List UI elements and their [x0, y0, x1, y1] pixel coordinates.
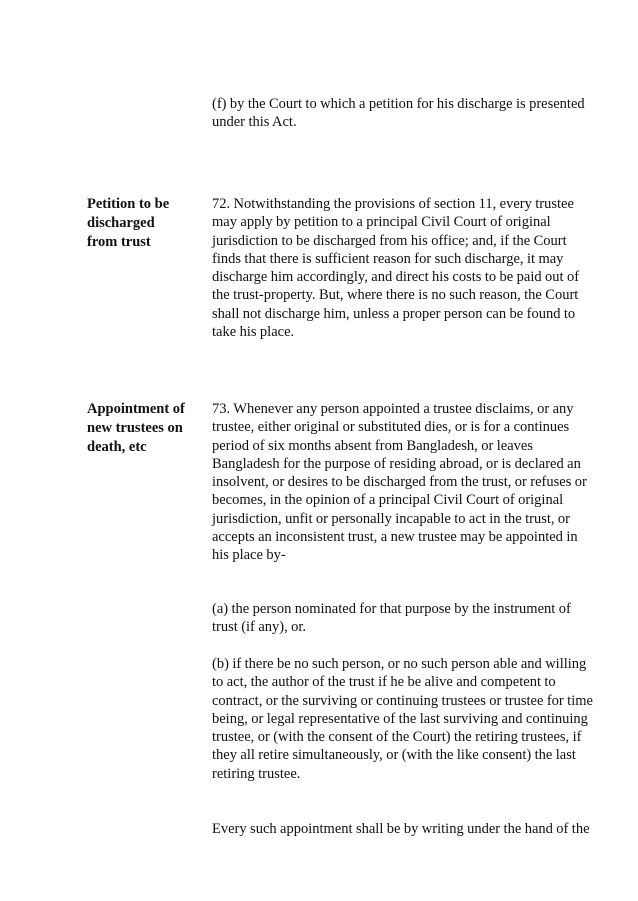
clause-f-paragraph: [212, 95, 597, 132]
margin-note-line: Appointment of: [87, 401, 185, 417]
text-line: jurisdiction, unfit or personally incapable to act in the trust, or: [212, 510, 570, 527]
margin-note-line: from trust: [87, 234, 151, 250]
clause-b-paragraph: [212, 655, 597, 783]
section-72-paragraph: [212, 195, 597, 341]
text-line: trustee, either original or substituted dies, or is for a continues: [212, 419, 570, 436]
text-line: the trust-property. But, where there is no such reason, the Court: [212, 287, 579, 304]
margin-note-line: new trustees on: [87, 420, 183, 436]
text-line: to act, the author of the trust if he be alive and competent to: [212, 674, 556, 691]
text-line: shall not discharge him, unless a proper person can be found to: [212, 305, 576, 322]
text-line: insolvent, or desires to be discharged from the trust, or refuses or: [212, 474, 587, 491]
text-line: trustee, or (with the consent of the Court) the retiring trustees, if: [212, 729, 582, 746]
margin-note-line: discharged: [87, 215, 155, 231]
section-73-paragraph: [212, 400, 597, 565]
text-line: 72. Notwithstanding the provisions of section 11, every trustee: [212, 196, 574, 212]
text-line: (f) by the Court to which a petition for his discharge is presented: [212, 96, 585, 112]
text-line: (b) if there be no such person, or no such person able and willing: [212, 656, 587, 672]
text-line: 73. Whenever any person appointed a trustee disclaims, or any: [212, 401, 574, 417]
clause-a-paragraph: [212, 600, 597, 637]
text-line: finds that there is sufficient reason for such discharge, it may: [212, 250, 564, 267]
text-line: take his place.: [212, 324, 295, 341]
margin-note-line: death, etc: [87, 439, 147, 455]
text-line: trust (if any), or.: [212, 619, 307, 636]
text-line: becomes, in the opinion of a principal Civil Court of original: [212, 492, 564, 509]
text-line: discharge him accordingly, and direct his costs to be paid out of: [212, 269, 580, 286]
margin-note-line: Petition to be: [87, 196, 170, 212]
text-line: retiring trustee.: [212, 765, 301, 782]
text-line: period of six months absent from Bangladesh, or leaves: [212, 437, 533, 454]
text-line: under this Act.: [212, 114, 297, 131]
appointment-writing-paragraph: [212, 820, 597, 838]
text-line: accepts an inconsistent trust, a new trustee may be appointed in: [212, 529, 578, 546]
text-line: his place by-: [212, 547, 286, 564]
margin-note-section-73: [87, 400, 199, 457]
text-line: Bangladesh for the purpose of residing abroad, or is declared an: [212, 455, 581, 472]
text-line: Every such appointment shall be by writing under the hand of the: [212, 821, 590, 837]
text-line: being, or legal representative of the last surviving and continuing: [212, 710, 588, 727]
text-line: (a) the person nominated for that purpose by the instrument of: [212, 601, 571, 617]
text-line: they all retire simultaneously, or (with the like consent) the last: [212, 747, 576, 764]
text-line: contract, or the surviving or continuing trustees or trustee for time: [212, 692, 593, 709]
text-line: may apply by petition to a principal Civil Court of original: [212, 214, 551, 231]
text-line: jurisdiction to be discharged from his office; and, if the Court: [212, 232, 567, 249]
margin-note-section-72: [87, 195, 199, 252]
